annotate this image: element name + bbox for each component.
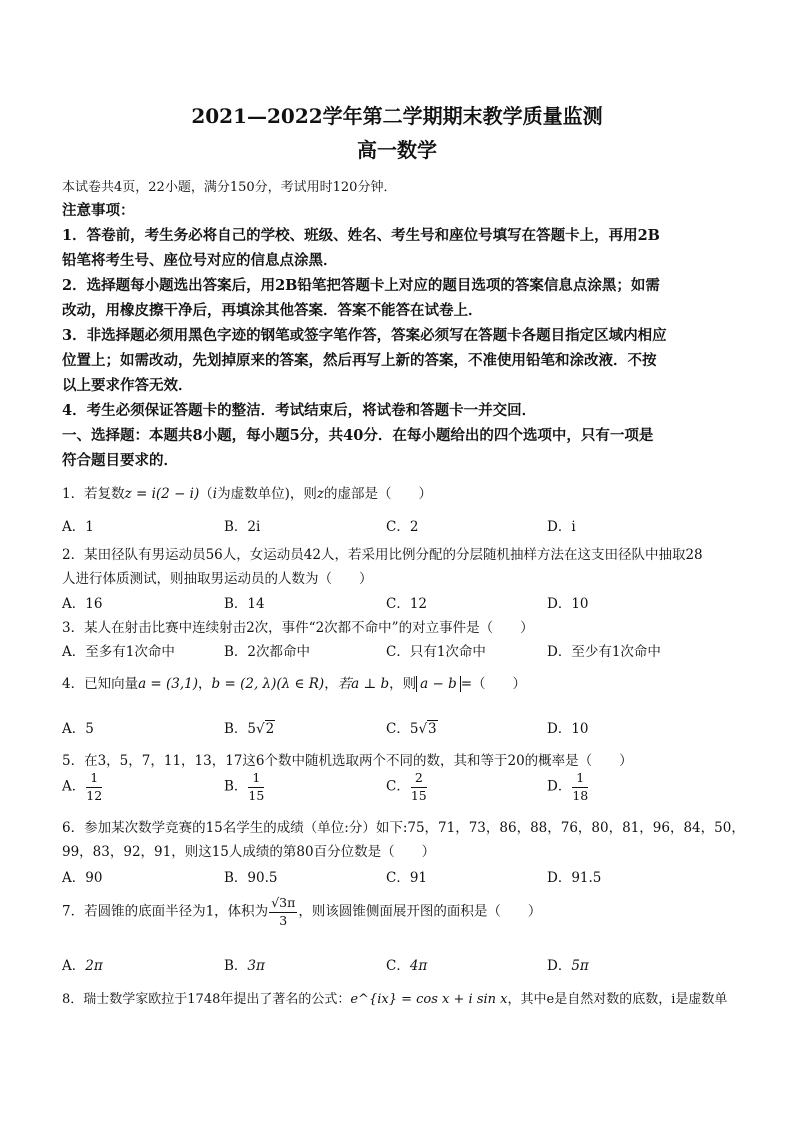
option: A．至多有1次命中: [62, 644, 175, 660]
fraction: $\frac{1}{12}$: [86, 770, 103, 803]
notice-line: 位置上；如需改动，先划掉原来的答案，然后再写上新的答案，不准使用铅笔和涂改液．不按: [62, 352, 657, 369]
option: A．5: [62, 721, 94, 737]
vector-a: a = (3,1): [138, 676, 199, 692]
fraction: $\frac{1}{18}$: [572, 770, 589, 803]
question-7: 7．若圆锥的底面半径为1，体积为 $\frac{√3\pi}{3}$ ，则该圆锥侧面展开图的面积是（ ）: [62, 895, 542, 928]
fraction: $\frac{√3\pi}{3}$: [271, 895, 296, 928]
option: B． $\frac{1}{15}$: [224, 770, 265, 803]
norm-expression: a − b: [416, 676, 461, 692]
notice-line: 2．选择题每小题选出答案后，用2B铅笔把答题卡上对应的题目选项的答案信息点涂黑；如需: [62, 277, 660, 294]
question-8: 8．瑞士数学家欧拉于1748年提出了著名的公式：e^{ix} = cos x + i sin x，其中e是自然对数的底数，i是虚数单: [62, 992, 728, 1007]
option: A．16: [62, 596, 103, 612]
option: D．10: [547, 596, 589, 612]
option: B．3π: [224, 958, 265, 974]
exam-title: 2021—2022学年第二学期期末教学质量监测: [191, 104, 603, 128]
exam-intro: 本试卷共4页，22小题，满分150分，考试用时120分钟．: [62, 180, 397, 195]
option: D．10: [547, 721, 589, 737]
option: C．12: [386, 596, 428, 612]
option: C．5√3: [386, 721, 437, 737]
euler-formula: e^{ix} = cos x + i sin x: [350, 992, 508, 1007]
exam-subject: 高一数学: [357, 138, 437, 162]
notice-line: 铅笔将考生号、座位号对应的信息点涂黑．: [62, 252, 338, 269]
section-heading-cont: 符合题目要求的．: [62, 452, 178, 469]
fraction: $\frac{2}{15}$: [410, 770, 427, 803]
q1-formula: z = i(2 − i): [124, 486, 200, 502]
option: D．至少有1次命中: [547, 644, 661, 660]
option: B．14: [224, 596, 265, 612]
option: A．1: [62, 519, 94, 535]
option: C．只有1次命中: [386, 644, 486, 660]
question-2-cont: 人进行体质测试，则抽取男运动员的人数为（ ）: [62, 571, 373, 587]
option: D． $\frac{1}{18}$: [547, 770, 589, 803]
option: C． $\frac{2}{15}$: [386, 770, 427, 803]
option: B．90.5: [224, 870, 278, 886]
notice-line: 以上要求作答无效．: [62, 377, 193, 394]
option: D．5π: [547, 958, 589, 974]
question-3: 3．某人在射击比赛中连续射击2次，事件“2次都不命中”的对立事件是（ ）: [62, 620, 534, 636]
option: A．2π: [62, 958, 103, 974]
question-1: 1．若复数z = i(2 − i)（i为虚数单位)，则z的虚部是（ ）: [62, 486, 432, 502]
notice-heading: 注意事项：: [62, 202, 135, 219]
option: B．5√2: [224, 721, 275, 737]
question-2: 2．某田径队有男运动员56人，女运动员42人，若采用比例分配的分层随机抽样方法在这支田径队中抽取28: [62, 547, 703, 563]
option: D．i: [547, 519, 576, 535]
notice-line: 3．非选择题必须用黑色字迹的钢笔或签字笔作答，答案必须写在答题卡各题目指定区域内相应: [62, 327, 667, 344]
option: A．90: [62, 870, 103, 886]
option: C．91: [386, 870, 428, 886]
option: D．91.5: [547, 870, 602, 886]
section-heading: 一、选择题：本题共8小题，每小题5分，共40分．在每小题给出的四个选项中，只有一项是: [62, 427, 654, 444]
question-6: 6．参加某次数学竞赛的15名学生的成绩（单位:分）如下:75，71，73，86，88，76，80，81，96，84，50，: [62, 820, 745, 836]
option: A． $\frac{1}{12}$: [62, 770, 103, 803]
option: B．2i: [224, 519, 261, 535]
option: B．2次都命中: [224, 644, 311, 660]
vector-b: b = (2, λ)(λ ∈ R): [211, 676, 325, 692]
notice-line: 1．答卷前，考生务必将自己的学校、班级、姓名、考生号和座位号填写在答题卡上，再用2B: [62, 227, 660, 244]
option: C．2: [386, 519, 419, 535]
notice-line: 4．考生必须保证答题卡的整洁．考试结束后，将试卷和答题卡一并交回．: [62, 402, 537, 419]
question-4: 4．已知向量a = (3,1)，b = (2, λ)(λ ∈ R)，若a ⊥ b，则 a − b =（ ）: [62, 676, 527, 692]
q4-condition: 若a ⊥ b: [337, 676, 390, 692]
question-6-cont: 99，83，92，91，则这15人成绩的第80百分位数是（ ）: [62, 844, 436, 860]
question-5: 5．在3，5，7，11，13，17这6个数中随机选取两个不同的数，其和等于20的概率是（ ）: [62, 753, 633, 769]
fraction: $\frac{1}{15}$: [248, 770, 265, 803]
option: C．4π: [386, 958, 428, 974]
notice-line: 改动，用橡皮擦干净后，再填涂其他答案．答案不能答在试卷上．: [62, 302, 483, 319]
